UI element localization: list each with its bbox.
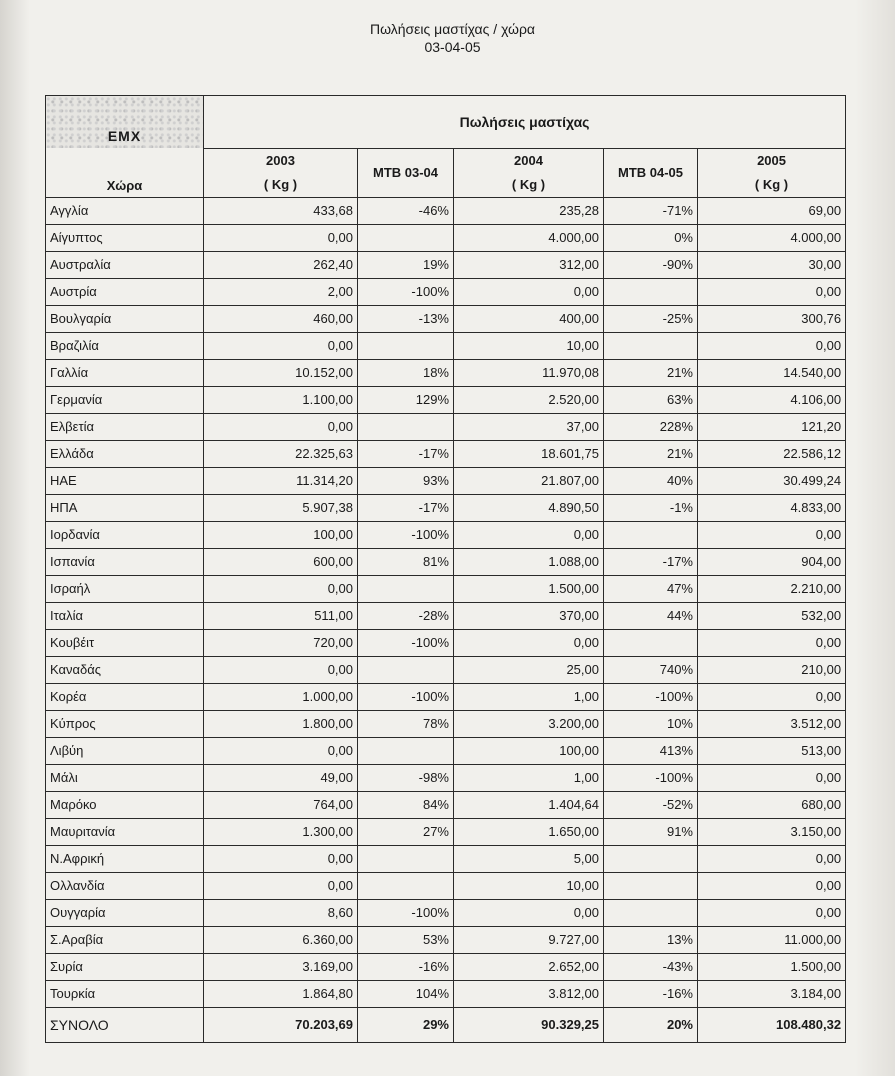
value-2005-cell: 0,00 [698,845,846,872]
country-cell: Γαλλία [46,359,204,386]
country-cell: Ελλάδα [46,440,204,467]
value-2003-cell: 600,00 [204,548,358,575]
mtb-03-04-cell: -16% [358,953,454,980]
country-cell: Τουρκία [46,980,204,1007]
value-2005-cell: 121,20 [698,413,846,440]
country-cell: Μαυριτανία [46,818,204,845]
scan-edge-shadow-right [855,0,895,1076]
country-cell: Μάλι [46,764,204,791]
value-2003-cell: 22.325,63 [204,440,358,467]
table-row [46,980,846,1007]
value-2004-cell: 1,00 [454,764,604,791]
value-2003-cell: 1.000,00 [204,683,358,710]
mtb-03-04-cell [358,845,454,872]
value-2005-cell: 11.000,00 [698,926,846,953]
country-cell: Μαρόκο [46,791,204,818]
mtb-04-05-cell: 21% [604,359,698,386]
mtb-04-05-cell: 63% [604,386,698,413]
value-2005-cell: 532,00 [698,602,846,629]
mtb-04-05-cell: -25% [604,305,698,332]
mtb-03-04-cell: 19% [358,251,454,278]
value-2005-cell: 30,00 [698,251,846,278]
table-row [46,413,846,440]
value-2004-cell: 5,00 [454,845,604,872]
mtb-04-05-cell [604,899,698,926]
table-row [46,926,846,953]
mtb-04-05-cell [604,521,698,548]
mtb-03-04-cell: 93% [358,467,454,494]
mtb-04-05-cell [604,872,698,899]
total-2004: 90.329,25 [454,1007,604,1042]
country-cell: Κουβέιτ [46,629,204,656]
mtb-04-05-cell: -100% [604,764,698,791]
value-2004-cell: 0,00 [454,899,604,926]
total-2003: 70.203,69 [204,1007,358,1042]
mtb-04-05-cell: 40% [604,467,698,494]
value-2003-cell: 6.360,00 [204,926,358,953]
mtb-03-04-cell: -100% [358,521,454,548]
mtb-03-04-cell: 53% [358,926,454,953]
mtb-03-04-cell: -100% [358,899,454,926]
value-2003-cell: 0,00 [204,413,358,440]
value-2004-cell: 25,00 [454,656,604,683]
table-row [46,251,846,278]
table-row [46,656,846,683]
table-row [46,224,846,251]
value-2003-cell: 511,00 [204,602,358,629]
sales-table [45,95,846,1043]
value-2004-cell: 21.807,00 [454,467,604,494]
value-2004-cell: 0,00 [454,278,604,305]
mtb-04-05-cell: -90% [604,251,698,278]
value-2005-cell: 2.210,00 [698,575,846,602]
table-row [46,737,846,764]
country-column-header: Χώρα [46,148,204,197]
mtb-03-04-cell: 129% [358,386,454,413]
column-header-mtb-03-04: MTB 03-04 [358,148,454,197]
value-2004-cell: 400,00 [454,305,604,332]
value-2005-cell: 0,00 [698,872,846,899]
country-cell: Κορέα [46,683,204,710]
country-cell: Αυστραλία [46,251,204,278]
mtb-03-04-cell [358,413,454,440]
mtb-03-04-cell: 81% [358,548,454,575]
value-2004-cell: 11.970,08 [454,359,604,386]
mtb-04-05-cell [604,629,698,656]
value-2003-cell: 49,00 [204,764,358,791]
mtb-03-04-cell: -13% [358,305,454,332]
table-row [46,575,846,602]
mtb-04-05-cell: -71% [604,197,698,224]
value-2004-cell: 3.200,00 [454,710,604,737]
value-2005-cell: 0,00 [698,521,846,548]
value-2005-cell: 0,00 [698,683,846,710]
mtb-03-04-cell: -98% [358,764,454,791]
mtb-03-04-cell: 18% [358,359,454,386]
value-2004-cell: 312,00 [454,251,604,278]
mtb-03-04-cell [358,575,454,602]
country-cell: Λιβύη [46,737,204,764]
table-header-row [46,96,846,149]
mtb-04-05-cell [604,278,698,305]
table-row [46,440,846,467]
table-row [46,872,846,899]
table-row [46,683,846,710]
mtb-04-05-cell: -16% [604,980,698,1007]
value-2004-cell: 4.890,50 [454,494,604,521]
country-cell: Κύπρος [46,710,204,737]
value-2004-cell: 9.727,00 [454,926,604,953]
country-cell: Σ.Αραβία [46,926,204,953]
value-2005-cell: 513,00 [698,737,846,764]
table-row [46,467,846,494]
country-cell: Ολλανδία [46,872,204,899]
value-2003-cell: 764,00 [204,791,358,818]
value-2003-cell: 100,00 [204,521,358,548]
value-2003-cell: 460,00 [204,305,358,332]
mtb-04-05-cell: 21% [604,440,698,467]
value-2003-cell: 433,68 [204,197,358,224]
value-2005-cell: 1.500,00 [698,953,846,980]
value-2003-cell: 1.100,00 [204,386,358,413]
mtb-03-04-cell: -46% [358,197,454,224]
mtb-04-05-cell: 228% [604,413,698,440]
mtb-03-04-cell [358,872,454,899]
mtb-04-05-cell: -1% [604,494,698,521]
mtb-04-05-cell: -43% [604,953,698,980]
mtb-04-05-cell: -100% [604,683,698,710]
mtb-03-04-cell: 104% [358,980,454,1007]
mtb-04-05-cell [604,332,698,359]
table-row [46,359,846,386]
mtb-04-05-cell: 44% [604,602,698,629]
mtb-04-05-cell: 740% [604,656,698,683]
value-2005-cell: 680,00 [698,791,846,818]
value-2003-cell: 11.314,20 [204,467,358,494]
table-row [46,197,846,224]
value-2003-cell: 0,00 [204,332,358,359]
value-2004-cell: 37,00 [454,413,604,440]
value-2003-cell: 0,00 [204,575,358,602]
mtb-04-05-cell: 91% [604,818,698,845]
value-2004-cell: 2.652,00 [454,953,604,980]
value-2004-cell: 1.500,00 [454,575,604,602]
value-2004-cell: 1.650,00 [454,818,604,845]
value-2005-cell: 3.512,00 [698,710,846,737]
mtb-03-04-cell: -17% [358,440,454,467]
mtb-03-04-cell: -28% [358,602,454,629]
total-label: ΣΥΝΟΛΟ [46,1007,204,1042]
value-2003-cell: 5.907,38 [204,494,358,521]
value-2005-cell: 210,00 [698,656,846,683]
table-row [46,710,846,737]
mtb-04-05-cell: -52% [604,791,698,818]
mtb-03-04-cell [358,332,454,359]
country-cell: Ελβετία [46,413,204,440]
country-cell: ΗΑΕ [46,467,204,494]
table-row [46,791,846,818]
country-cell: Συρία [46,953,204,980]
scan-edge-shadow [0,0,30,1076]
value-2004-cell: 1.404,64 [454,791,604,818]
country-cell: Αυστρία [46,278,204,305]
emx-logo: ΕΜΧ [46,96,204,149]
value-2003-cell: 8,60 [204,899,358,926]
value-2003-cell: 0,00 [204,656,358,683]
column-header-2003: 2003 [204,148,358,173]
mtb-03-04-cell [358,656,454,683]
table-row [46,386,846,413]
value-2004-cell: 370,00 [454,602,604,629]
column-header-2005: 2005 [698,148,846,173]
table-row [46,494,846,521]
unit-2003: ( Kg ) [204,173,358,198]
total-row [46,1007,846,1042]
table-row [46,899,846,926]
mtb-04-05-cell: 10% [604,710,698,737]
country-cell: Αίγυπτος [46,224,204,251]
mtb-03-04-cell [358,737,454,764]
super-header: Πωλήσεις μαστίχας [204,96,846,149]
mtb-03-04-cell [358,224,454,251]
value-2005-cell: 0,00 [698,764,846,791]
value-2004-cell: 1,00 [454,683,604,710]
value-2004-cell: 0,00 [454,629,604,656]
value-2004-cell: 100,00 [454,737,604,764]
mtb-04-05-cell: 413% [604,737,698,764]
table-row [46,332,846,359]
value-2005-cell: 4.000,00 [698,224,846,251]
table-row [46,629,846,656]
country-cell: Ν.Αφρική [46,845,204,872]
value-2005-cell: 0,00 [698,278,846,305]
table-row [46,764,846,791]
value-2005-cell: 4.106,00 [698,386,846,413]
mtb-04-05-cell: -17% [604,548,698,575]
mtb-03-04-cell: 84% [358,791,454,818]
table-row [46,953,846,980]
column-header-mtb-04-05: MTB 04-05 [604,148,698,197]
value-2003-cell: 1.800,00 [204,710,358,737]
country-cell: Αγγλία [46,197,204,224]
value-2004-cell: 0,00 [454,521,604,548]
value-2005-cell: 0,00 [698,332,846,359]
value-2004-cell: 2.520,00 [454,386,604,413]
mtb-03-04-cell: -100% [358,683,454,710]
country-cell: Ιορδανία [46,521,204,548]
mtb-03-04-cell: -100% [358,278,454,305]
value-2003-cell: 262,40 [204,251,358,278]
value-2003-cell: 0,00 [204,845,358,872]
column-header-2004: 2004 [454,148,604,173]
country-cell: Βουλγαρία [46,305,204,332]
country-cell: Ιταλία [46,602,204,629]
mtb-04-05-cell: 13% [604,926,698,953]
country-cell: Ουγγαρία [46,899,204,926]
value-2005-cell: 0,00 [698,899,846,926]
country-cell: Ισπανία [46,548,204,575]
value-2004-cell: 1.088,00 [454,548,604,575]
value-2005-cell: 0,00 [698,629,846,656]
value-2004-cell: 18.601,75 [454,440,604,467]
unit-2004: ( Kg ) [454,173,604,198]
value-2003-cell: 10.152,00 [204,359,358,386]
value-2003-cell: 720,00 [204,629,358,656]
mtb-03-04-cell: 27% [358,818,454,845]
table-row [46,521,846,548]
value-2004-cell: 4.000,00 [454,224,604,251]
value-2003-cell: 0,00 [204,737,358,764]
document-header [0,20,895,56]
value-2005-cell: 3.150,00 [698,818,846,845]
value-2004-cell: 10,00 [454,872,604,899]
country-cell: Γερμανία [46,386,204,413]
value-2005-cell: 3.184,00 [698,980,846,1007]
value-2004-cell: 10,00 [454,332,604,359]
value-2003-cell: 1.864,80 [204,980,358,1007]
table-header-row [46,148,846,173]
value-2005-cell: 4.833,00 [698,494,846,521]
table-row [46,818,846,845]
value-2003-cell: 0,00 [204,224,358,251]
country-cell: ΗΠΑ [46,494,204,521]
value-2005-cell: 300,76 [698,305,846,332]
mtb-04-05-cell [604,845,698,872]
mtb-04-05-cell: 47% [604,575,698,602]
value-2005-cell: 14.540,00 [698,359,846,386]
value-2005-cell: 904,00 [698,548,846,575]
table-row [46,305,846,332]
total-mtb-04-05: 20% [604,1007,698,1042]
table-row [46,602,846,629]
value-2005-cell: 22.586,12 [698,440,846,467]
unit-2005: ( Kg ) [698,173,846,198]
total-mtb-03-04: 29% [358,1007,454,1042]
value-2003-cell: 3.169,00 [204,953,358,980]
total-2005: 108.480,32 [698,1007,846,1042]
document-date: 03-04-05 [424,39,481,55]
mtb-04-05-cell: 0% [604,224,698,251]
value-2003-cell: 1.300,00 [204,818,358,845]
mtb-03-04-cell: -100% [358,629,454,656]
value-2004-cell: 235,28 [454,197,604,224]
value-2003-cell: 0,00 [204,872,358,899]
country-cell: Καναδάς [46,656,204,683]
country-cell: Ισραήλ [46,575,204,602]
mtb-03-04-cell: 78% [358,710,454,737]
value-2005-cell: 69,00 [698,197,846,224]
value-2003-cell: 2,00 [204,278,358,305]
value-2004-cell: 3.812,00 [454,980,604,1007]
country-cell: Βραζιλία [46,332,204,359]
value-2005-cell: 30.499,24 [698,467,846,494]
document-title: Πωλήσεις μαστίχας / χώρα [369,21,536,37]
table-row [46,548,846,575]
table-row [46,278,846,305]
table-row [46,845,846,872]
mtb-03-04-cell: -17% [358,494,454,521]
table-body [46,197,846,1007]
